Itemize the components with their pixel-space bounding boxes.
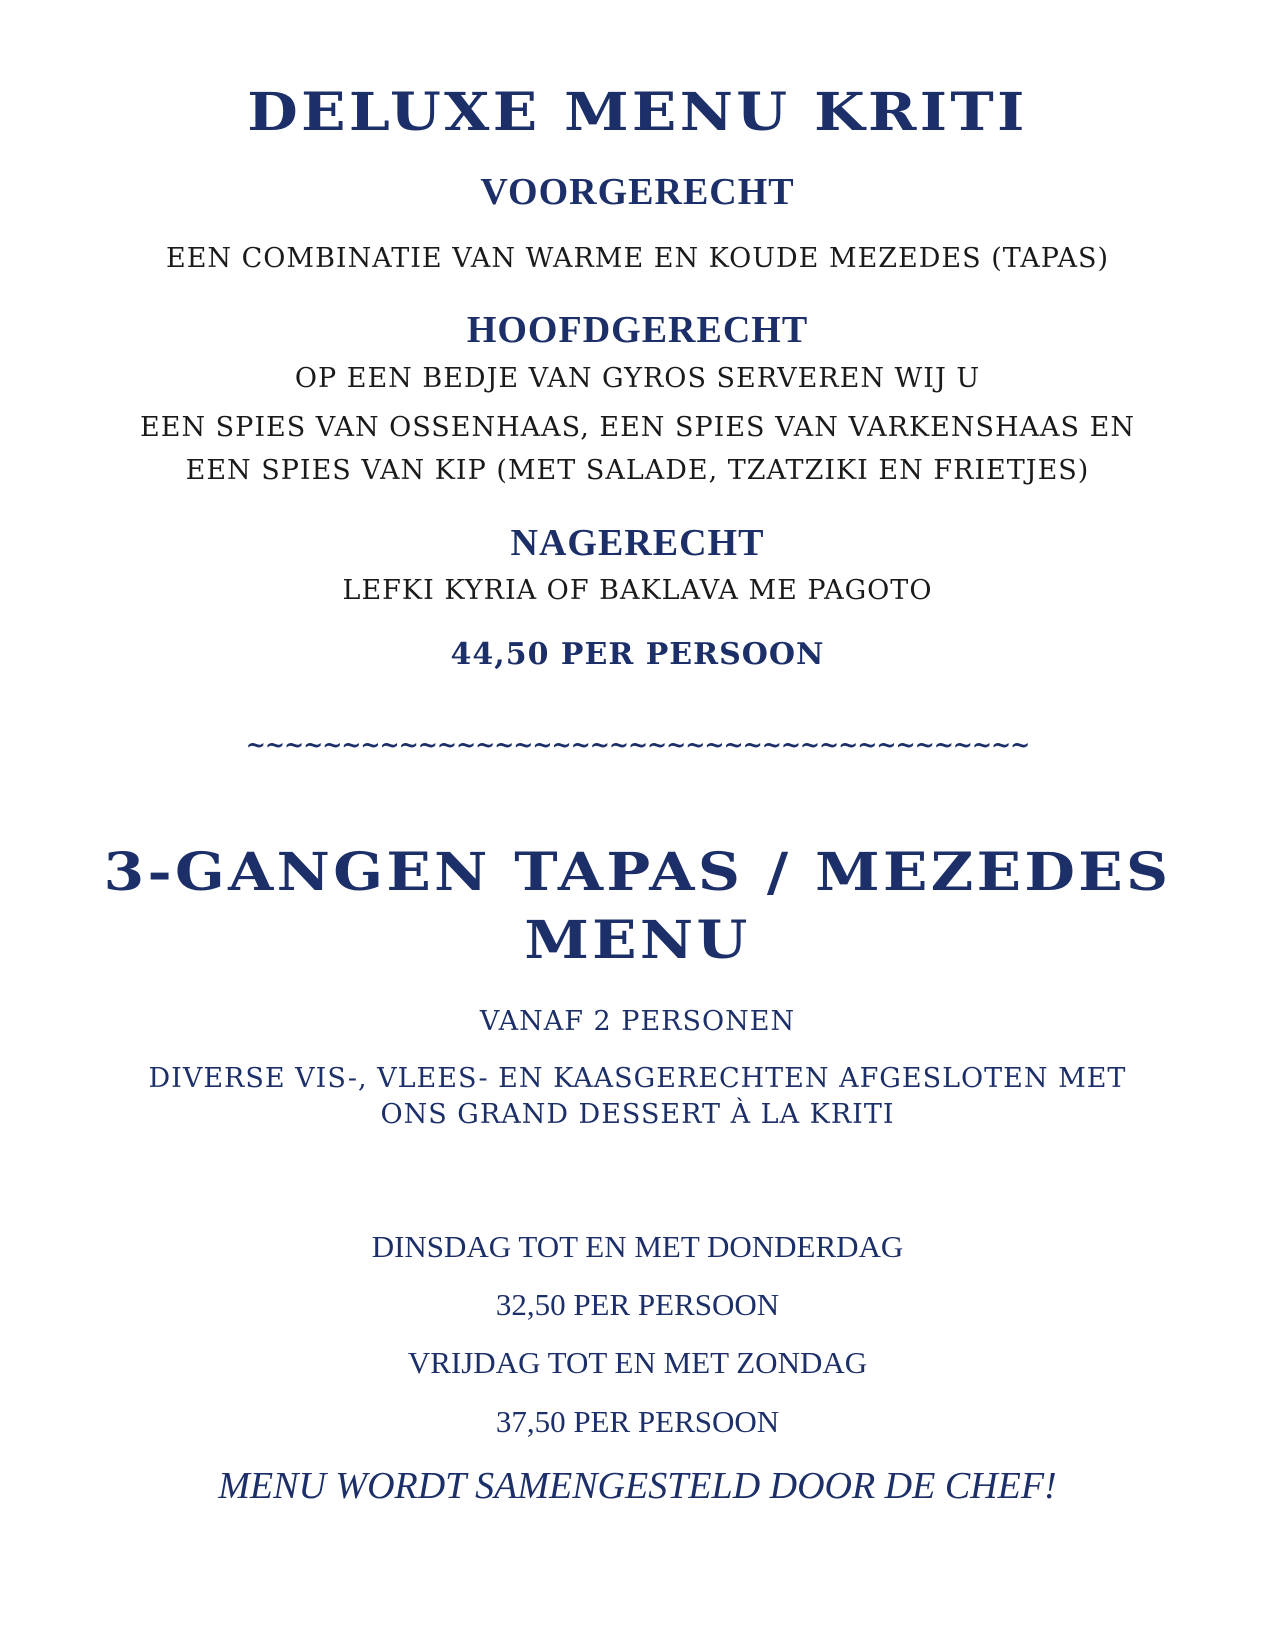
starter-heading: VOORGERECHT <box>480 171 795 213</box>
weekend-price: 37,50 PER PERSOON <box>495 1404 780 1439</box>
deluxe-menu-title: DELUXE MENU KRITI <box>247 82 1028 143</box>
tapas-description-line-1: DIVERSE VIS-, VLEES- EN KAASGERECHTEN AFGESLOTEN MET <box>148 1063 1127 1094</box>
main-course-line-2: EEN SPIES VAN OSSENHAAS, EEN SPIES VAN VARKENSHAAS EN <box>140 412 1135 443</box>
tapas-menu-title-line-1: 3-GANGEN TAPAS / MEZEDES <box>103 842 1172 903</box>
tapas-menu-title-line-2: MENU <box>524 910 751 971</box>
starter-text: EEN COMBINATIE VAN WARME EN KOUDE MEZEDES (TAPAS) <box>166 243 1109 274</box>
minimum-persons: VANAF 2 PERSONEN <box>479 1006 796 1037</box>
main-course-line-3: EEN SPIES VAN KIP (MET SALADE, TZATZIKI EN FRIETJES) <box>185 455 1090 486</box>
tilde-divider: ~~~~~~~~~~~~~~~~~~~~~~~~~~~~~~~~~~~~~~~~~ <box>245 730 1030 759</box>
main-course-heading: HOOFDGERECHT <box>466 309 809 351</box>
tapas-description-line-2: ONS GRAND DESSERT À LA KRITI <box>380 1099 895 1130</box>
chef-note: MENU WORDT SAMENGESTELD DOOR DE CHEF! <box>218 1465 1057 1507</box>
dessert-text: LEFKI KYRIA OF BAKLAVA ME PAGOTO <box>342 575 933 606</box>
deluxe-price: 44,50 PER PERSOON <box>450 637 825 672</box>
weekday-price: 32,50 PER PERSOON <box>495 1287 780 1322</box>
weekday-label: DINSDAG TOT EN MET DONDERDAG <box>371 1229 904 1264</box>
weekend-label: VRIJDAG TOT EN MET ZONDAG <box>407 1345 868 1380</box>
dessert-heading: NAGERECHT <box>510 522 765 564</box>
main-course-line-1: OP EEN BEDJE VAN GYROS SERVEREN WIJ U <box>294 363 981 394</box>
